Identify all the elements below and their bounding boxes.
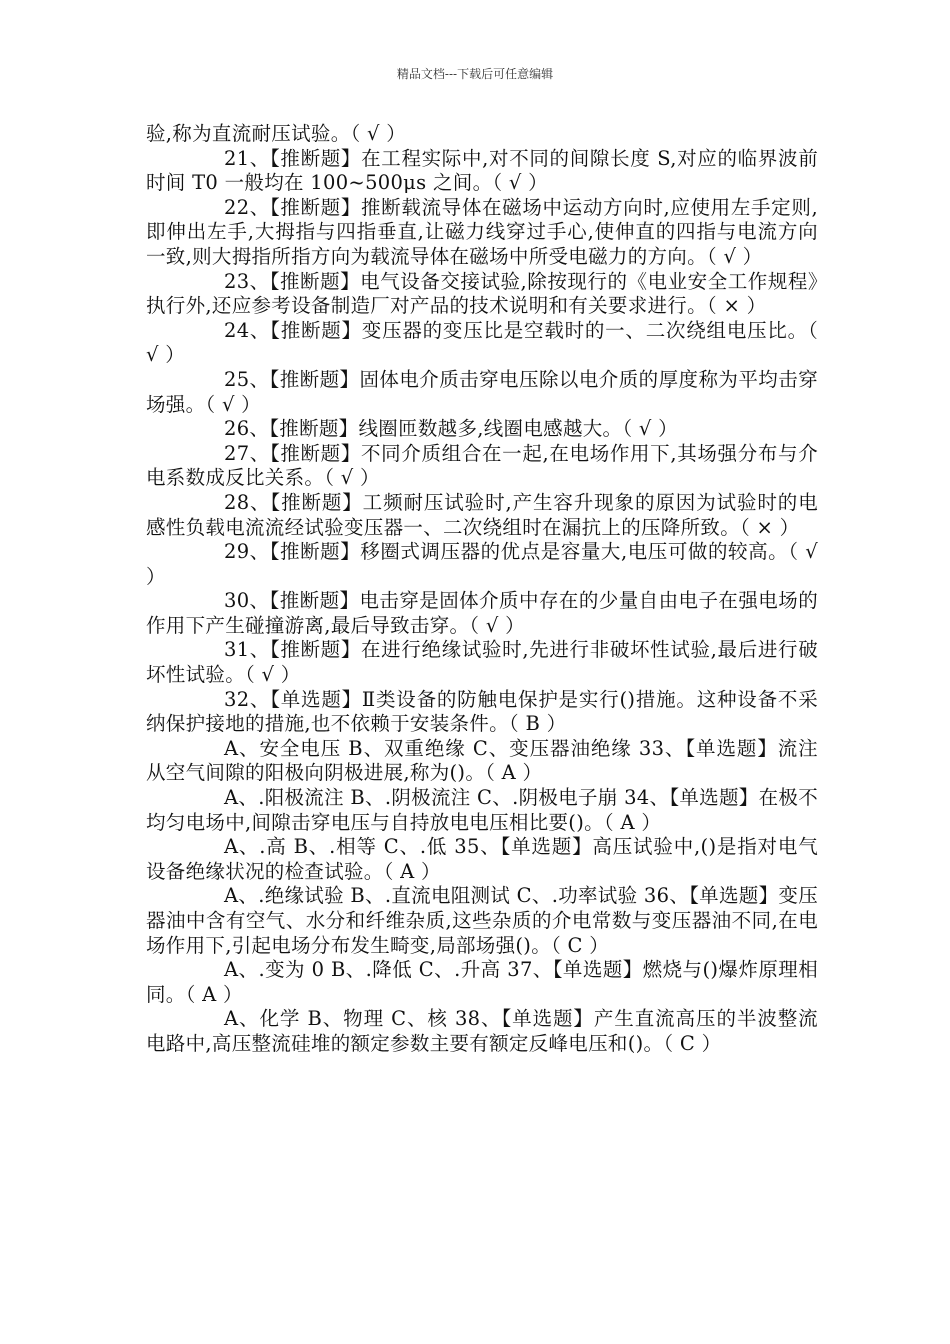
question-21: 21、【推断题】在工程实际中,对不同的间隙长度 S,对应的临界波前时间 T0 一般均在 100~500μs 之间。（ √ ）: [146, 146, 818, 195]
question-26: 26、【推断题】线圈匝数越多,线圈电感越大。（ √ ）: [224, 417, 678, 441]
question-29: 29、【推断题】移圈式调压器的优点是容量大,电压可做的较高。（ √ ）: [146, 540, 825, 588]
options-33-question-34: A、.阳极流注 B、.阴极流注 C、.阴极电子崩 34、【单选题】在极不均匀电场中,间隙击穿电压与自持放电电压相比要()。（ A ）: [146, 786, 818, 834]
question-31: 31、【推断题】在进行绝缘试验时,先进行非破坏性试验,最后进行破坏性试验。（ √ ）: [146, 638, 818, 687]
question-32: 32、【单选题】Ⅱ类设备的防触电保护是实行()措施。这种设备不采纳保护接地的措施,也不依赖于安装条件。（ B ）: [146, 687, 818, 736]
options-34-question-35: A、.高 B、.相等 C、.低 35、【单选题】高压试验中,()是指对电气设备绝缘状况的检查试验。（ A ）: [146, 835, 818, 883]
options-35-question-36: A、.绝缘试验 B、.直流电阻测试 C、.功率试验 36、【单选题】变压器油中含有空气、水分和纤维杂质,这些杂质的介电常数与变压器油不同,在电场作用下,引起电场分布发生畸变,局部场强()。（ C ）: [146, 884, 818, 957]
question-24: 24、【推断题】变压器的变压比是空载时的一、二次绕组电压比。（ √ ）: [146, 318, 825, 367]
page-header: 精品文档---下载后可任意编辑: [396, 67, 554, 81]
options-36-question-37: A、.变为 0 B、.降低 C、.升高 37、【单选题】燃烧与()爆炸原理相同。（ A ）: [146, 958, 818, 1006]
question-27: 27、【推断题】不同介质组合在一起,在电场作用下,其场强分布与介电系数成反比关系。（ √ ）: [146, 441, 818, 490]
question-22: 22、【推断题】推断载流导体在磁场中运动方向时,应使用左手定则,即伸出左手,大拇指与四指垂直,让磁力线穿过手心,使伸直的四指与电流方向一致,则大拇指所指方向为载流导体在磁场中所受电磁力的方向。（ √ ）: [146, 195, 818, 268]
paragraph-20-continuation: 验,称为直流耐压试验。（ √ ）: [146, 122, 407, 145]
question-28: 28、【推断题】工频耐压试验时,产生容升现象的原因为试验时的电感性负载电流流经试验变压器一、二次绕组时在漏抗上的压降所致。（ × ）: [146, 490, 818, 539]
question-25: 25、【推断题】固体电介质击穿电压除以电介质的厚度称为平均击穿场强。（ √ ）: [146, 367, 818, 416]
document-body: [146, 122, 825, 1057]
options-32-question-33: A、安全电压 B、双重绝缘 C、变压器油绝缘 33、【单选题】流注从空气间隙的阳极向阴极进展,称为()。（ A ）: [146, 736, 818, 785]
question-30: 30、【推断题】电击穿是固体介质中存在的少量自由电子在强电场的作用下产生碰撞游离,最后导致击穿。（ √ ）: [146, 589, 818, 637]
question-23: 23、【推断题】电气设备交接试验,除按现行的《电业安全工作规程》执行外,还应参考设备制造厂对产品的技术说明和有关要求进行。（ × ）: [146, 269, 818, 318]
options-37-question-38: A、化学 B、物理 C、核 38、【单选题】产生直流高压的半波整流电路中,高压整流硅堆的额定参数主要有额定反峰电压和()。（ C ）: [146, 1007, 818, 1055]
